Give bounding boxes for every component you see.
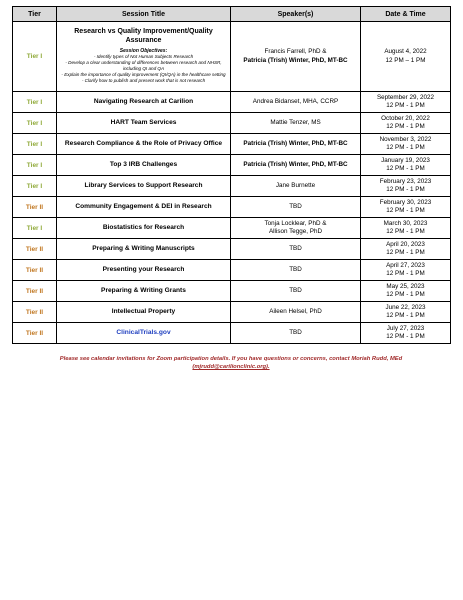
table-row: [13, 302, 451, 323]
table-row: [13, 176, 451, 197]
speaker-line: Allison Tegge, PhD: [268, 228, 323, 235]
session-rows: [13, 92, 451, 344]
speaker-cell: [231, 92, 361, 113]
objectives-heading: Session Objectives:: [119, 47, 168, 54]
speaker-cell: [231, 239, 361, 260]
tier-cell: Tier II: [13, 197, 57, 218]
table-row: [13, 260, 451, 281]
speaker-cell: [231, 134, 361, 155]
session-date: February 30, 2023: [379, 198, 432, 206]
objective-item: - Explain the importance of quality improvement (QI/QA) in the healthcare setting: [61, 71, 226, 77]
session-time: 12 PM - 1 PM: [386, 102, 425, 109]
date-time-cell: [361, 134, 451, 155]
session-title-cell: Top 3 IRB Challenges: [57, 155, 231, 176]
session-time: 12 PM - 1 PM: [386, 165, 425, 172]
session-date: November 3, 2022: [379, 135, 432, 143]
session-date: April 20, 2023: [386, 240, 425, 248]
date-time-cell: [361, 281, 451, 302]
date-time-cell: [361, 197, 451, 218]
session-date: March 30, 2023: [383, 219, 428, 227]
tier-cell: Tier II: [13, 260, 57, 281]
session-time: 12 PM - 1 PM: [386, 291, 425, 298]
session-time: 12 PM - 1 PM: [386, 249, 425, 256]
speaker-cell: [231, 260, 361, 281]
session-title-cell: Community Engagement & DEI in Research: [57, 197, 231, 218]
table-row: [13, 239, 451, 260]
speaker-line: Aileen Helsel, PhD: [269, 307, 322, 315]
session-time: 12 PM - 1 PM: [386, 312, 425, 319]
date-time-cell: [361, 113, 451, 134]
speaker-line: TBD: [289, 265, 302, 273]
speaker-line: TBD: [289, 244, 302, 252]
speaker-line: Patricia (Trish) Winter, PhD, MT-BC: [243, 160, 348, 168]
session-date: January 19, 2023: [381, 156, 430, 164]
table-row: [13, 281, 451, 302]
header-speakers: Speaker(s): [231, 7, 361, 22]
session-title-cell: Biostatistics for Research: [57, 218, 231, 239]
table-row: [13, 155, 451, 176]
session-title-cell: Preparing & Writing Manuscripts: [57, 239, 231, 260]
session-schedule-table: [12, 6, 451, 344]
date-time-cell: [361, 92, 451, 113]
session-title-cell: [57, 22, 231, 92]
session-time: 12 PM - 1 PM: [386, 186, 425, 193]
session-time: 12 PM - 1 PM: [386, 144, 425, 151]
session-date: August 4, 2022: [384, 48, 427, 56]
session-date: September 29, 2022: [376, 93, 435, 101]
table-row: [13, 113, 451, 134]
speaker-cell: [231, 22, 361, 92]
contact-email-link[interactable]: (mjrudd@carilionclinic.org).: [192, 364, 270, 371]
session-title-cell: Intellectual Property: [57, 302, 231, 323]
table-row: [13, 323, 451, 344]
speaker-line: TBD: [289, 286, 302, 294]
date-time-cell: [361, 260, 451, 281]
date-time-cell: [361, 155, 451, 176]
session-time: 12 PM - 1 PM: [386, 207, 425, 214]
speaker-cell: [231, 281, 361, 302]
speaker-cell: [231, 197, 361, 218]
date-time-cell: [361, 176, 451, 197]
session-date: February 23, 2023: [379, 177, 432, 185]
session-date: June 22, 2023: [385, 303, 426, 311]
speaker-line: Patricia (Trish) Winter, PhD, MT-BC: [243, 56, 348, 64]
session-time: 12 PM - 1 PM: [386, 270, 425, 277]
speaker-line: Mattie Tenzer, MS: [270, 118, 321, 126]
header-session-title: Session Title: [57, 7, 231, 22]
table-row: [13, 197, 451, 218]
session-title-cell: ClinicalTrials.gov: [57, 323, 231, 344]
speaker-cell: [231, 155, 361, 176]
tier-cell: Tier II: [13, 281, 57, 302]
objective-item: - Clarify how to publish and present work that is not research: [81, 77, 206, 83]
speaker-cell: [231, 323, 361, 344]
tier-cell: Tier I: [13, 176, 57, 197]
objectives-list: [59, 54, 228, 86]
speaker-line: Jane Burnette: [275, 181, 316, 189]
date-time-cell: [361, 323, 451, 344]
table-row: [13, 134, 451, 155]
tier-cell: Tier I: [13, 92, 57, 113]
objective-item: - Develop a clear understanding of differences between research and NHSR, including QI and QA: [65, 59, 222, 71]
session-title-cell: Library Services to Support Research: [57, 176, 231, 197]
table-header-row: [13, 7, 451, 22]
note-text: Please see calendar invitations for Zoom participation details. If you have questions or concerns, contact Moriah Rudd, MEd: [59, 356, 403, 362]
session-date: October 20, 2022: [381, 114, 430, 122]
table-row-first-session: [13, 22, 451, 92]
tier-cell: Tier I: [13, 155, 57, 176]
speaker-line: TBD: [289, 328, 302, 336]
session-title-cell: HART Team Services: [57, 113, 231, 134]
session-title-cell: Research Compliance & the Role of Privacy Office: [57, 134, 231, 155]
session-date: April 27, 2023: [386, 261, 425, 269]
speaker-line: Francis Farrell, PhD &: [264, 48, 327, 55]
table-row: [13, 92, 451, 113]
tier-cell: Tier I: [13, 134, 57, 155]
tier-cell: Tier II: [13, 302, 57, 323]
session-time: 12 PM – 1 PM: [385, 56, 426, 64]
session-time: 12 PM - 1 PM: [386, 333, 425, 340]
tier-cell: Tier II: [13, 239, 57, 260]
session-date: May 25, 2023: [386, 282, 425, 290]
speaker-line: Andrea Bidanset, MHA, CCRP: [252, 97, 339, 105]
header-tier: Tier: [13, 7, 57, 22]
date-time-cell: [361, 239, 451, 260]
speaker-cell: [231, 176, 361, 197]
speaker-cell: [231, 302, 361, 323]
tier-cell: Tier I: [13, 22, 57, 92]
speaker-line: Tonja Locklear, PhD &: [264, 219, 327, 227]
session-time: 12 PM - 1 PM: [386, 123, 425, 130]
date-time-cell: [361, 218, 451, 239]
speaker-cell: [231, 113, 361, 134]
tier-cell: Tier I: [13, 218, 57, 239]
session-title-cell: Presenting your Research: [57, 260, 231, 281]
date-time-cell: [361, 22, 451, 92]
session-title: Research vs Quality Improvement/Quality Assurance: [74, 28, 213, 44]
contact-note: [14, 355, 448, 372]
speaker-cell: [231, 218, 361, 239]
session-date: July 27, 2023: [386, 324, 425, 332]
speaker-line: TBD: [289, 202, 302, 210]
session-time: 12 PM - 1 PM: [386, 228, 425, 235]
tier-cell: Tier I: [13, 113, 57, 134]
header-date-time: Date & Time: [361, 7, 451, 22]
tier-cell: Tier II: [13, 323, 57, 344]
objective-item: - Identify types of Not Human Subjects Research: [93, 53, 194, 59]
date-time-cell: [361, 302, 451, 323]
session-title-cell: Preparing & Writing Grants: [57, 281, 231, 302]
session-title-cell: Navigating Research at Carilion: [57, 92, 231, 113]
speaker-line: Patricia (Trish) Winter, PhD, MT-BC: [243, 139, 348, 147]
table-row: [13, 218, 451, 239]
